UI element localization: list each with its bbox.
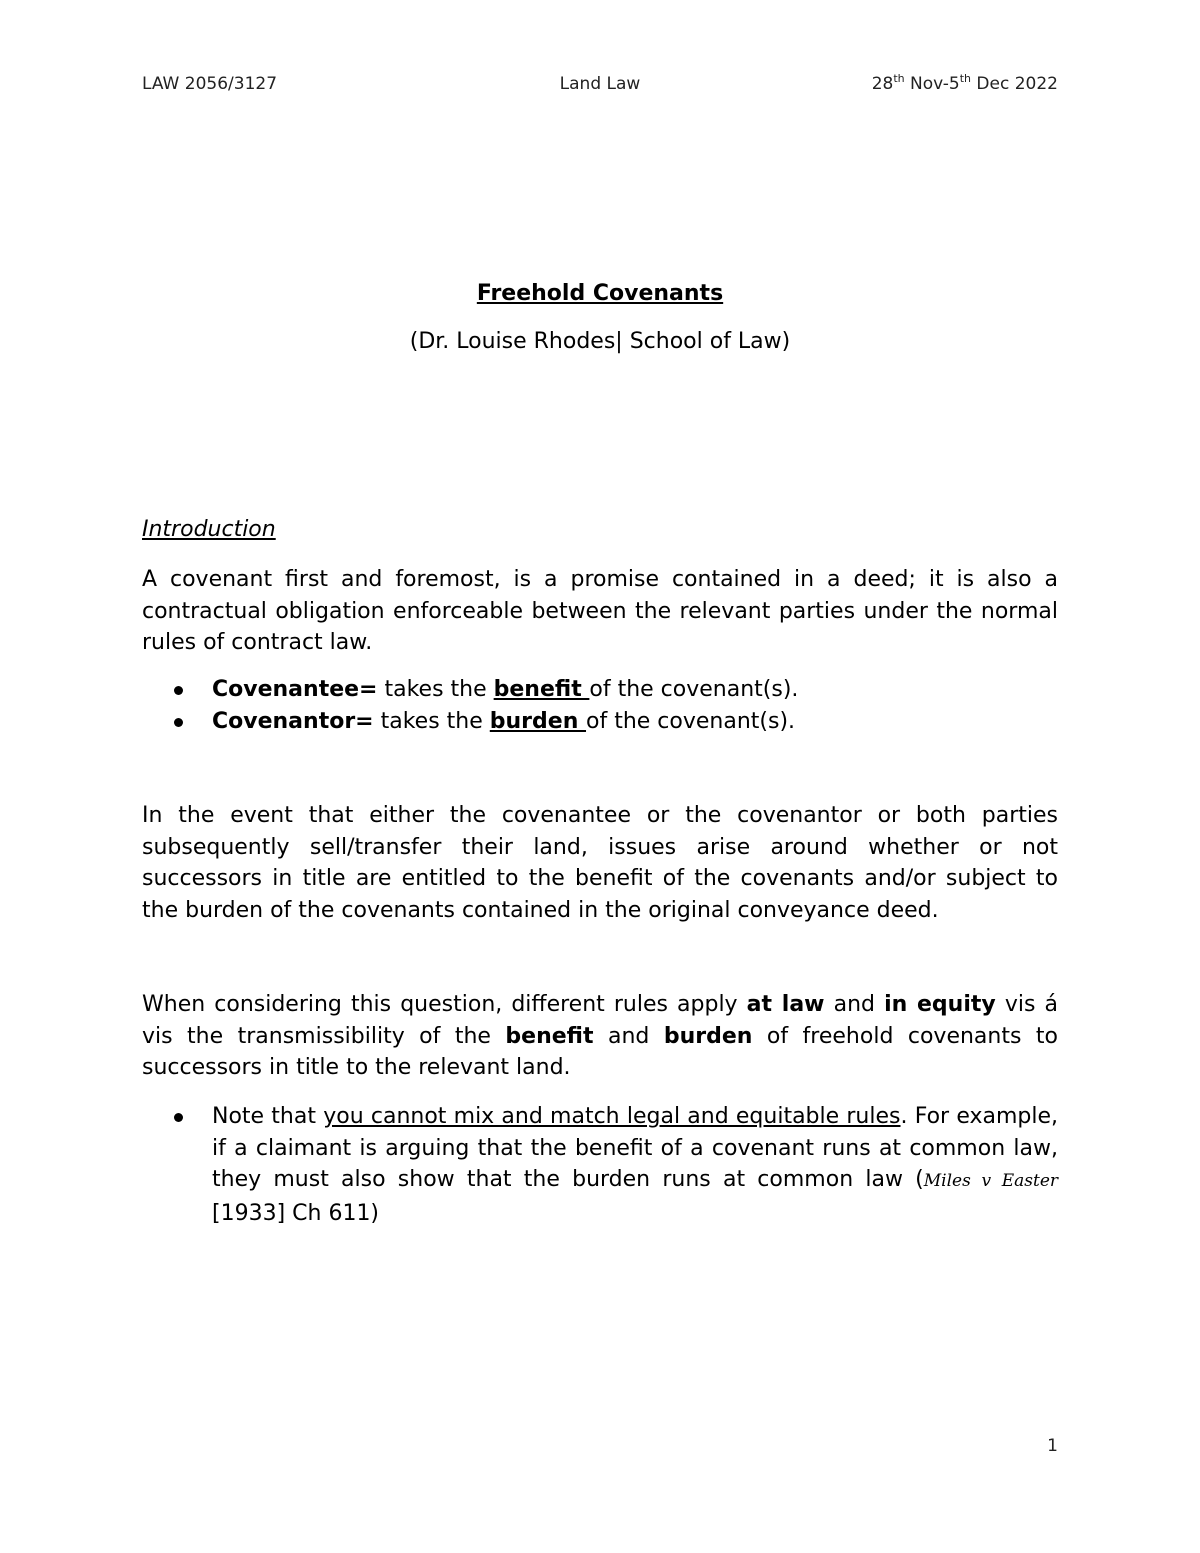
intro-paragraph: A covenant first and foremost, is a promise contained in a deed; it is also a contractual obligation enforceable between the relevant parties under the normal rules of contract law. bbox=[142, 567, 1058, 655]
course-name: Land Law bbox=[559, 74, 641, 94]
key-word: benefit bbox=[493, 677, 590, 702]
definition-text: of the covenant(s). bbox=[586, 708, 796, 734]
emphasis: burden bbox=[663, 1023, 753, 1049]
document-title: Freehold Covenants bbox=[476, 281, 724, 306]
definition-text: takes the bbox=[373, 708, 490, 734]
list-item bbox=[142, 706, 1058, 738]
date-superscript: th bbox=[959, 72, 972, 85]
definition-text: takes the bbox=[377, 677, 494, 702]
case-citation: Miles v Easter bbox=[923, 1171, 1059, 1191]
text-run: and bbox=[824, 992, 885, 1017]
page-header bbox=[142, 74, 1058, 98]
text-run: and bbox=[593, 1023, 664, 1049]
definition-list bbox=[142, 674, 1058, 737]
date-part: 28 bbox=[871, 74, 894, 94]
date-range bbox=[872, 74, 1058, 94]
section-heading-introduction: Introduction bbox=[142, 517, 276, 542]
text-run: [1933] Ch 611) bbox=[212, 1200, 380, 1226]
bullet-icon bbox=[174, 718, 183, 727]
note-list bbox=[142, 1101, 1058, 1229]
course-code: LAW 2056/3127 bbox=[142, 74, 278, 94]
transfer-paragraph: In the event that either the covenantee or the covenantor or both parties subsequently sell/transfer their land, issues arise around whether or not successors in title are entitled to the benefit of the covenants and/or subject to the burden of the covenants contained in the original conveyance deed. bbox=[142, 803, 1058, 923]
list-item bbox=[142, 674, 1058, 706]
rules-paragraph bbox=[142, 989, 1058, 1084]
bullet-icon bbox=[174, 1113, 183, 1122]
emphasis: at law bbox=[746, 992, 825, 1017]
text-run: Note that bbox=[212, 1104, 324, 1129]
date-part: Nov-5 bbox=[904, 74, 960, 94]
text-run: vis á vis the transmissibility of the bbox=[142, 992, 1058, 1049]
term: Covenantee= bbox=[212, 677, 378, 702]
term: Covenantor= bbox=[212, 708, 374, 734]
page-number: 1 bbox=[1047, 1436, 1058, 1456]
text-run: When considering this question, different rules apply bbox=[142, 992, 747, 1017]
bullet-icon bbox=[174, 686, 183, 695]
text-run: . For example, if a claimant is arguing that the benefit of a covenant runs at common law, they must also show that the burden runs at common law ( bbox=[212, 1104, 1059, 1192]
date-superscript: th bbox=[893, 72, 905, 85]
text-run: of freehold covenants to successors in title to the relevant land. bbox=[142, 1023, 1058, 1080]
date-part: Dec 2022 bbox=[971, 74, 1058, 94]
list-item bbox=[142, 1101, 1058, 1229]
underlined-text: you cannot mix and match legal and equitable rules bbox=[323, 1104, 901, 1129]
emphasis: in equity bbox=[884, 992, 996, 1017]
key-word: burden bbox=[489, 708, 587, 734]
definition-text: of the covenant(s). bbox=[589, 677, 799, 702]
document-subtitle: (Dr. Louise Rhodes| School of Law) bbox=[409, 329, 791, 354]
emphasis: benefit bbox=[505, 1023, 594, 1049]
